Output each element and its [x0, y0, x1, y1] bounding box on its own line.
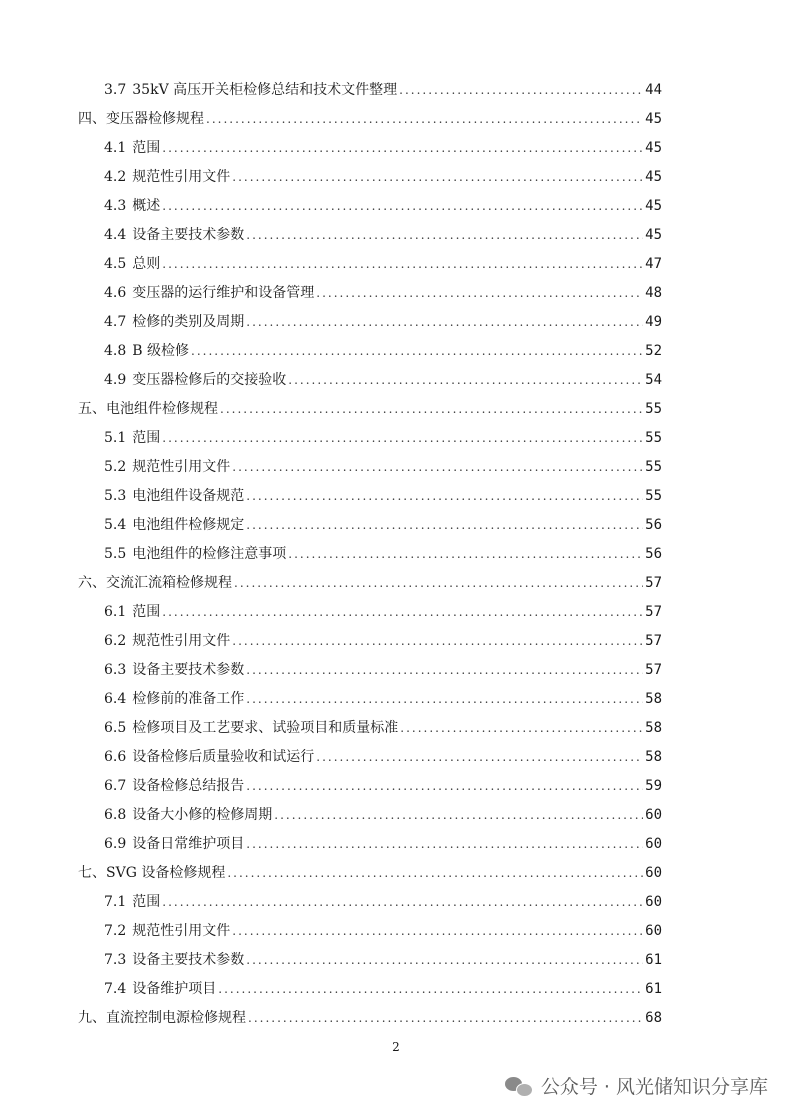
toc-section[interactable] — [0, 76, 792, 105]
toc-number: 4.8 — [104, 343, 127, 359]
watermark-text: 公众号 · 风光储知识分享库 — [540, 1076, 768, 1098]
toc-section[interactable] — [0, 772, 792, 801]
toc-leader — [246, 830, 660, 859]
toc-number: 4.3 — [104, 198, 127, 214]
toc-leader — [246, 511, 660, 540]
toc-leader — [246, 656, 660, 685]
toc-number: 4.6 — [104, 285, 127, 301]
toc-page-number: 61 — [643, 946, 662, 975]
toc-number: 5.1 — [104, 430, 127, 446]
toc-leader — [246, 308, 660, 337]
toc-chapter[interactable] — [0, 395, 792, 424]
toc-leader — [162, 192, 660, 221]
toc-number: 7.4 — [104, 981, 127, 997]
toc-title: 规范性引用文件 — [132, 633, 231, 649]
toc-page-number: 44 — [643, 76, 662, 105]
toc-leader — [246, 221, 660, 250]
toc-title: 检修项目及工艺要求、试验项目和质量标准 — [132, 720, 399, 736]
toc-page-number: 60 — [643, 830, 662, 859]
toc-page-number: 60 — [643, 917, 662, 946]
toc-number: 4.9 — [104, 372, 127, 388]
toc-leader — [274, 801, 660, 830]
toc-page-number: 68 — [643, 1004, 662, 1033]
toc-title: 七、SVG 设备检修规程 — [78, 865, 226, 881]
toc-section[interactable] — [0, 714, 792, 743]
toc-leader — [191, 337, 660, 366]
toc-chapter[interactable] — [0, 105, 792, 134]
toc-number: 5.5 — [104, 546, 127, 562]
toc-page-number: 47 — [643, 250, 662, 279]
toc-leader — [220, 395, 660, 424]
toc-leader — [400, 714, 660, 743]
toc-section[interactable] — [0, 279, 792, 308]
toc-title: B 级检修 — [132, 343, 190, 359]
table-of-contents — [0, 76, 792, 1033]
toc-title: 范围 — [132, 604, 161, 620]
toc-number: 6.5 — [104, 720, 127, 736]
toc-number: 5.4 — [104, 517, 127, 533]
toc-number: 6.4 — [104, 691, 127, 707]
toc-number: 4.7 — [104, 314, 127, 330]
toc-page-number: 57 — [643, 598, 662, 627]
toc-page-number: 60 — [643, 801, 662, 830]
toc-title: 设备主要技术参数 — [132, 227, 245, 243]
toc-number: 4.2 — [104, 169, 127, 185]
toc-section[interactable] — [0, 888, 792, 917]
toc-page-number: 45 — [643, 192, 662, 221]
toc-section[interactable] — [0, 627, 792, 656]
toc-number: 6.9 — [104, 836, 127, 852]
toc-leader — [227, 859, 660, 888]
toc-number: 6.6 — [104, 749, 127, 765]
toc-title: 变压器的运行维护和设备管理 — [132, 285, 315, 301]
toc-title: 范围 — [132, 140, 161, 156]
toc-section[interactable] — [0, 540, 792, 569]
toc-section[interactable] — [0, 598, 792, 627]
toc-section[interactable] — [0, 192, 792, 221]
toc-page-number: 54 — [643, 366, 662, 395]
toc-leader — [246, 685, 660, 714]
toc-title: 四、变压器检修规程 — [78, 111, 204, 127]
toc-leader — [218, 975, 660, 1004]
toc-page-number: 60 — [643, 859, 662, 888]
toc-title: 总则 — [132, 256, 161, 272]
toc-title: 设备大小修的检修周期 — [132, 807, 273, 823]
toc-title: 设备检修总结报告 — [132, 778, 245, 794]
watermark — [505, 1072, 768, 1099]
toc-number: 4.1 — [104, 140, 127, 156]
toc-chapter[interactable] — [0, 569, 792, 598]
wechat-icon — [505, 1075, 533, 1097]
toc-page-number: 48 — [643, 279, 662, 308]
toc-page-number: 58 — [643, 743, 662, 772]
toc-section[interactable] — [0, 163, 792, 192]
toc-title: 设备检修后质量验收和试运行 — [132, 749, 315, 765]
toc-leader — [234, 569, 660, 598]
toc-title: 检修前的准备工作 — [132, 691, 245, 707]
toc-number: 6.1 — [104, 604, 127, 620]
toc-section[interactable] — [0, 221, 792, 250]
toc-number: 4.4 — [104, 227, 127, 243]
toc-leader — [288, 366, 660, 395]
toc-page-number: 61 — [643, 975, 662, 1004]
toc-number: 6.2 — [104, 633, 127, 649]
toc-section[interactable] — [0, 424, 792, 453]
toc-title: 电池组件检修规定 — [132, 517, 245, 533]
toc-section[interactable] — [0, 366, 792, 395]
toc-section[interactable] — [0, 917, 792, 946]
toc-section[interactable] — [0, 685, 792, 714]
toc-leader — [248, 1004, 660, 1033]
toc-leader — [232, 627, 660, 656]
toc-page-number: 57 — [643, 569, 662, 598]
toc-leader — [232, 453, 660, 482]
toc-title: 规范性引用文件 — [132, 923, 231, 939]
toc-page-number: 55 — [643, 482, 662, 511]
toc-title: 范围 — [132, 894, 161, 910]
toc-section[interactable] — [0, 801, 792, 830]
toc-title: 电池组件的检修注意事项 — [132, 546, 287, 562]
toc-page-number: 55 — [643, 453, 662, 482]
toc-chapter[interactable] — [0, 859, 792, 888]
toc-section[interactable] — [0, 337, 792, 366]
toc-leader — [162, 598, 660, 627]
toc-section[interactable] — [0, 482, 792, 511]
toc-title: 设备主要技术参数 — [132, 952, 245, 968]
toc-page-number: 60 — [643, 888, 662, 917]
toc-section[interactable] — [0, 250, 792, 279]
toc-page-number: 52 — [643, 337, 662, 366]
toc-section[interactable] — [0, 511, 792, 540]
toc-leader — [246, 946, 660, 975]
toc-title: 设备主要技术参数 — [132, 662, 245, 678]
toc-leader — [246, 482, 660, 511]
toc-leader — [316, 279, 660, 308]
toc-page-number: 56 — [643, 511, 662, 540]
toc-page-number: 49 — [643, 308, 662, 337]
toc-leader — [162, 888, 660, 917]
toc-section[interactable] — [0, 656, 792, 685]
toc-page-number: 58 — [643, 685, 662, 714]
toc-number: 4.5 — [104, 256, 127, 272]
toc-page-number: 55 — [643, 424, 662, 453]
toc-page-number: 57 — [643, 656, 662, 685]
toc-leader — [232, 917, 660, 946]
toc-title: 电池组件设备规范 — [132, 488, 245, 504]
toc-number: 6.7 — [104, 778, 127, 794]
toc-number: 6.8 — [104, 807, 127, 823]
toc-page-number: 45 — [643, 221, 662, 250]
page-number: 2 — [392, 1040, 400, 1054]
toc-title: 变压器检修后的交接验收 — [132, 372, 287, 388]
toc-title: 五、电池组件检修规程 — [78, 401, 218, 417]
toc-page-number: 58 — [643, 714, 662, 743]
toc-title: 规范性引用文件 — [132, 459, 231, 475]
toc-title: 九、直流控制电源检修规程 — [78, 1010, 246, 1026]
toc-leader — [162, 250, 660, 279]
toc-number: 7.1 — [104, 894, 127, 910]
toc-page-number: 45 — [643, 105, 662, 134]
toc-page-number: 55 — [643, 395, 662, 424]
toc-leader — [246, 772, 660, 801]
toc-section[interactable] — [0, 743, 792, 772]
toc-section[interactable] — [0, 946, 792, 975]
toc-page-number: 59 — [643, 772, 662, 801]
toc-number: 5.2 — [104, 459, 127, 475]
toc-number: 7.3 — [104, 952, 127, 968]
toc-page-number: 56 — [643, 540, 662, 569]
toc-leader — [316, 743, 660, 772]
toc-leader — [162, 424, 660, 453]
toc-leader — [288, 540, 660, 569]
toc-leader — [399, 76, 660, 105]
toc-section[interactable] — [0, 975, 792, 1004]
toc-leader — [162, 134, 660, 163]
toc-title: 35kV 高压开关柜检修总结和技术文件整理 — [132, 82, 398, 98]
toc-chapter[interactable] — [0, 1004, 792, 1033]
toc-title: 概述 — [132, 198, 161, 214]
toc-title: 规范性引用文件 — [132, 169, 231, 185]
toc-leader — [232, 163, 660, 192]
toc-page-number: 45 — [643, 163, 662, 192]
toc-number: 6.3 — [104, 662, 127, 678]
toc-number: 5.3 — [104, 488, 127, 504]
toc-title: 设备维护项目 — [132, 981, 217, 997]
toc-number: 7.2 — [104, 923, 127, 939]
toc-section[interactable] — [0, 830, 792, 859]
toc-section[interactable] — [0, 134, 792, 163]
toc-section[interactable] — [0, 308, 792, 337]
toc-leader — [206, 105, 660, 134]
toc-title: 设备日常维护项目 — [132, 836, 245, 852]
toc-page-number: 45 — [643, 134, 662, 163]
toc-title: 检修的类别及周期 — [132, 314, 245, 330]
toc-title: 范围 — [132, 430, 161, 446]
toc-title: 六、交流汇流箱检修规程 — [78, 575, 232, 591]
toc-section[interactable] — [0, 453, 792, 482]
toc-page-number: 57 — [643, 627, 662, 656]
toc-number: 3.7 — [104, 82, 127, 98]
